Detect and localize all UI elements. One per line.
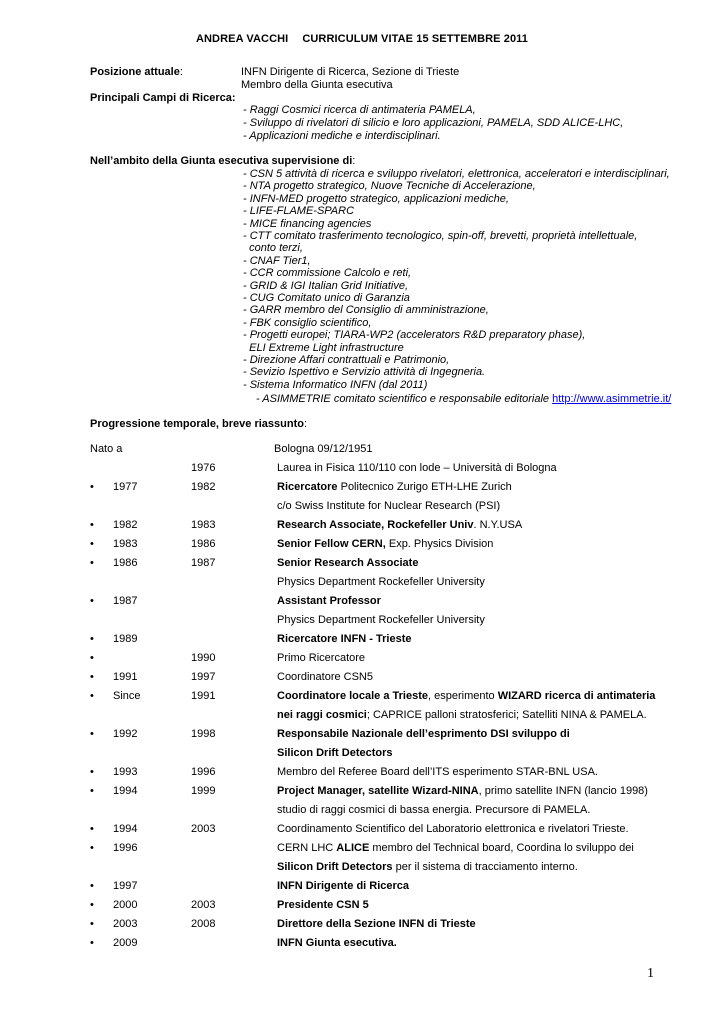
row-description [277,728,570,740]
year-to: 1996 [191,766,216,778]
description-part: Senior Fellow CERN, [277,538,386,550]
description-part: nei raggi cosmici [277,709,367,721]
research-label: Principali Campi di Ricerca: [90,92,236,104]
timeline-row [0,785,724,804]
bullet: • [90,519,94,531]
description-part: ; CAPRICE palloni stratosferici; Satelliti NINA & PAMELA. [366,709,647,721]
description-part: per il sistema di tracciamento interno. [392,861,578,873]
description-part: Primo Ricercatore [277,652,366,664]
timeline-row [0,747,724,766]
year-from: Since [113,690,141,702]
giunta-item: - NTA progetto strategico, Nuove Tecniche di Accelerazione, [243,180,536,192]
description-part: Laurea in Fisica 110/110 con lode – Università di Bologna [277,462,557,474]
row-description [277,538,493,550]
description-part: Research Associate, Rockefeller Univ [277,519,474,531]
timeline-row [0,595,724,614]
year-from: 2003 [113,918,138,930]
timeline-row [0,652,724,671]
description-part: Physics Department Rockefeller University [277,576,485,588]
row-description [277,576,485,588]
bullet: • [90,538,94,550]
year-to: 1976 [191,462,216,474]
row-description [277,557,418,569]
year-to: 2008 [191,918,216,930]
row-description [277,842,634,854]
row-description [277,690,655,702]
description-part: INFN Giunta esecutiva. [277,937,397,949]
position-label: Posizione attuale: [90,66,183,78]
row-description [277,823,629,835]
year-from: 2009 [113,937,138,949]
position-line-1: INFN Dirigente di Ricerca, Sezione di Trieste [241,66,460,78]
giunta-item: - GRID & IGI Italian Grid Initiative, [243,280,409,292]
bullet: • [90,690,94,702]
row-description [277,918,476,930]
year-to: 1982 [191,481,216,493]
cv-title: CURRICULUM VITAE 15 SETTEMBRE 2011 [302,33,529,45]
year-from: 1987 [113,595,138,607]
year-from: 1977 [113,481,138,493]
description-part: ALICE [336,842,370,854]
year-to: 2003 [191,899,216,911]
year-from: 1996 [113,842,138,854]
bullet: • [90,633,94,645]
year-from: 1997 [113,880,138,892]
year-to: 1997 [191,671,216,683]
timeline-row [0,918,724,937]
description-part: , esperimento [428,690,498,702]
description-part: Politecnico Zurigo ETH-LHE Zurich [337,481,512,493]
timeline-row [0,633,724,652]
progression-label: Progressione temporale, breve riassunto: [90,418,308,430]
giunta-item: - INFN-MED progetto strategico, applicazioni mediche, [243,193,509,205]
document-title [0,33,724,45]
timeline-row [0,519,724,538]
bullet: • [90,842,94,854]
timeline-row [0,576,724,595]
description-part: Membro del Referee Board dell’ITS esperimento STAR-BNL USA. [277,766,598,778]
bullet: • [90,937,94,949]
year-to: 2003 [191,823,216,835]
year-from: 1993 [113,766,138,778]
year-from: 1983 [113,538,138,550]
bullet: • [90,652,94,664]
description-part: Coordinatore locale a Trieste [277,690,428,702]
research-item: - Raggi Cosmici ricerca di antimateria PAMELA, [243,104,476,116]
description-part: c/o Swiss Institute for Nuclear Research (PSI) [277,500,501,512]
year-from: 1992 [113,728,138,740]
bullet: • [90,671,94,683]
asimmetrie-link[interactable]: http://www.asimmetrie.it/ [552,393,672,405]
bullet: • [90,728,94,740]
year-to: 1990 [191,652,216,664]
description-part: Ricercatore [277,481,338,493]
timeline-row [0,614,724,633]
year-from: 1994 [113,785,138,797]
bullet: • [90,481,94,493]
row-description [277,519,522,531]
description-part: CERN LHC [277,842,337,854]
description-part: Senior Research Associate [277,557,419,569]
row-description [277,785,648,797]
bullet: • [90,823,94,835]
timeline-row [0,842,724,861]
description-part: Coordinamento Scientifico del Laboratorio elettronica e rivelatori Trieste. [277,823,629,835]
timeline-row [0,880,724,899]
giunta-item: - GARR membro del Consiglio di amministrazione, [243,304,489,316]
giunta-item: - Sevizio Ispettivo e Servizio attività di Ingegneria. [243,366,486,378]
giunta-item: - Sistema Informatico INFN (dal 2011) [243,379,428,391]
giunta-item: - CNAF Tier1, [243,255,311,267]
description-part: Coordinatore CSN5 [277,671,373,683]
description-part: WIZARD ricerca di antimateria [497,690,656,702]
giunta-item: - Progetti europei; TIARA-WP2 (accelerators R&D preparatory phase), [243,329,586,341]
description-part: studio di raggi cosmici di bassa energia. Precursore di PAMELA. [277,804,591,816]
row-description [277,671,373,683]
giunta-item: - CTT comitato trasferimento tecnologico, spin-off, brevetti, proprietà intellettuale, [243,230,638,242]
description-part: Direttore della Sezione INFN di Trieste [277,918,476,930]
bullet: • [90,880,94,892]
row-description [277,481,512,493]
timeline-row [0,937,724,956]
row-description [277,500,500,512]
timeline-row [0,690,724,709]
description-part: Silicon Drift Detectors [277,861,393,873]
page-number: 1 [647,966,654,981]
timeline-row [0,671,724,690]
giunta-last-item: - ASIMMETRIE comitato scientifico e responsabile editoriale http://www.asimmetrie.it/ [256,393,672,405]
row-description [277,747,393,759]
timeline-row [0,481,724,500]
year-to: 1987 [191,557,216,569]
description-part: Exp. Physics Division [385,538,494,550]
year-to: 1986 [191,538,216,550]
born-label: Nato a [90,443,123,455]
born-value: Bologna 09/12/1951 [274,443,373,455]
bullet: • [90,766,94,778]
year-to: 1999 [191,785,216,797]
giunta-item: conto terzi, [243,242,303,254]
description-part: Silicon Drift Detectors [277,747,393,759]
position-line-2: Membro della Giunta esecutiva [241,79,393,91]
row-description [277,880,409,892]
timeline-row [0,557,724,576]
description-part: Presidente CSN 5 [277,899,369,911]
description-part: Ricercatore INFN - Trieste [277,633,412,645]
year-from: 1989 [113,633,138,645]
row-description [277,633,412,645]
year-to: 1983 [191,519,216,531]
author-name: ANDREA VACCHI [195,33,289,45]
research-item: - Sviluppo di rivelatori di silicio e loro applicazioni, PAMELA, SDD ALICE-LHC, [243,117,624,129]
row-description [277,709,647,721]
description-part: . N.Y.USA [473,519,523,531]
row-description [277,804,590,816]
description-part: INFN Dirigente di Ricerca [277,880,410,892]
year-from: 1982 [113,519,138,531]
giunta-item: - FBK consiglio scientifico, [243,317,372,329]
bullet: • [90,899,94,911]
description-part: Assistant Professor [277,595,381,607]
timeline-row [0,728,724,747]
timeline-row [0,804,724,823]
timeline-row [0,766,724,785]
timeline-row [0,538,724,557]
giunta-item: - LIFE-FLAME-SPARC [243,205,355,217]
bullet: • [90,557,94,569]
giunta-item: - CCR commissione Calcolo e reti, [243,267,412,279]
timeline-row [0,709,724,728]
giunta-item: - CSN 5 attività di ricerca e sviluppo rivelatori, elettronica, acceleratori e interdisciplinari, [243,168,670,180]
giunta-item: - Direzione Affari contrattuali e Patrimonio, [243,354,450,366]
row-description [277,861,578,873]
bullet: • [90,918,94,930]
row-description [277,899,369,911]
row-description [277,595,381,607]
timeline-row [0,500,724,519]
row-description [277,937,397,949]
year-from: 2000 [113,899,138,911]
bullet: • [90,785,94,797]
giunta-item: - CUG Comitato unico di Garanzia [243,292,410,304]
year-from: 1991 [113,671,138,683]
timeline-row [0,823,724,842]
research-item: - Applicazioni mediche e interdisciplinari. [243,130,441,142]
giunta-item: ELI Extreme Light infrastructure [243,342,404,354]
description-part: , primo satellite INFN (lancio 1998) [478,785,648,797]
row-description [277,462,557,474]
bullet: • [90,595,94,607]
description-part: Physics Department Rockefeller University [277,614,485,626]
timeline-row [0,899,724,918]
row-description [277,614,485,626]
description-part: Responsabile Nazionale dell’esprimento DSI sviluppo di [277,728,570,740]
timeline-row [0,861,724,880]
year-to: 1998 [191,728,216,740]
row-description [277,766,598,778]
giunta-label: Nell’ambito della Giunta esecutiva supervisione di: [90,155,356,167]
description-part: membro del Technical board, Coordina lo sviluppo dei [369,842,634,854]
year-from: 1986 [113,557,138,569]
description-part: Project Manager, satellite Wizard-NINA [277,785,479,797]
timeline-row [0,462,724,481]
year-from: 1994 [113,823,138,835]
row-description [277,652,365,664]
giunta-item: - MICE financing agencies [243,218,372,230]
year-to: 1991 [191,690,216,702]
